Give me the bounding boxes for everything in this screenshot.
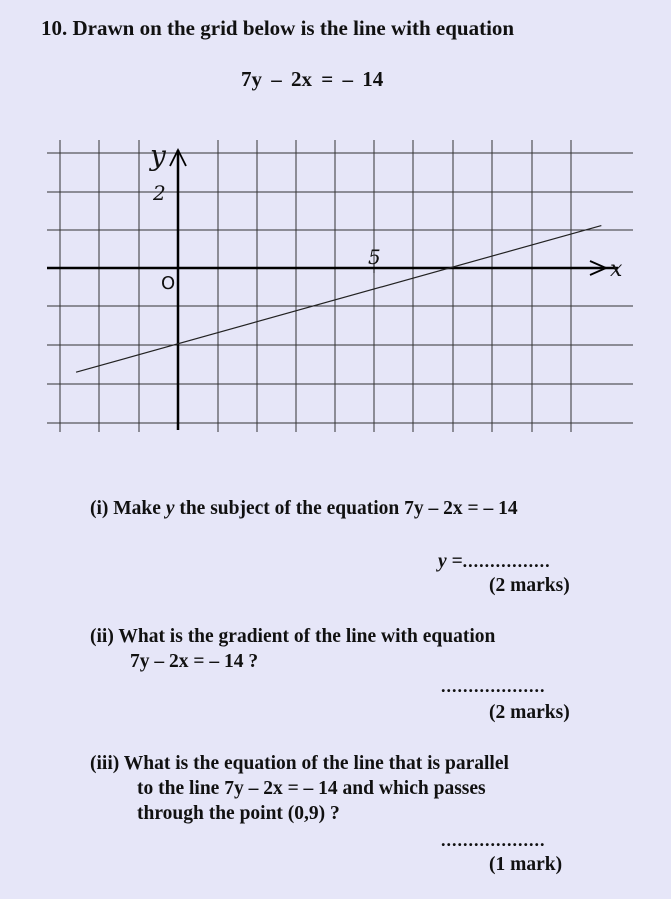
part-ii-line2: 7y – 2x = – 14 ? — [130, 651, 259, 672]
y-axis-label: y — [150, 139, 166, 172]
x-tick-label: 5 — [368, 245, 381, 269]
part-iii-marks: (1 mark) — [489, 854, 563, 875]
y-tick-label: 2 — [153, 181, 166, 205]
x-axis-label: x — [610, 257, 623, 282]
origin-label: O — [161, 273, 176, 294]
equation-line — [76, 226, 601, 373]
part-iii-line2: to the line 7y – 2x = – 14 and which passes — [137, 778, 486, 799]
part-ii-marks: (2 marks) — [489, 702, 570, 723]
given-equation: 7y – 2x = – 14 — [241, 67, 384, 91]
part-i-marks: (2 marks) — [489, 575, 570, 596]
part-iii-answer-dots[interactable]: ................... — [441, 830, 546, 850]
part-i-answer[interactable] — [438, 551, 551, 573]
part-i-answer-dots: ................ — [462, 551, 551, 571]
part-iii-line3: through the point (0,9) ? — [137, 803, 340, 824]
part-iii-line1: (iii) What is the equation of the line that is parallel — [90, 753, 509, 774]
part-ii-line1: (ii) What is the gradient of the line with equation — [90, 626, 496, 647]
question-heading: 10. Drawn on the grid below is the line with equation — [41, 16, 515, 40]
part-ii-answer-dots[interactable]: ................... — [441, 676, 546, 696]
part-i-answer-label: y = — [438, 551, 463, 572]
part-i-prompt: (i) Make y the subject of the equation 7y – 2x = – 14 — [90, 498, 518, 519]
